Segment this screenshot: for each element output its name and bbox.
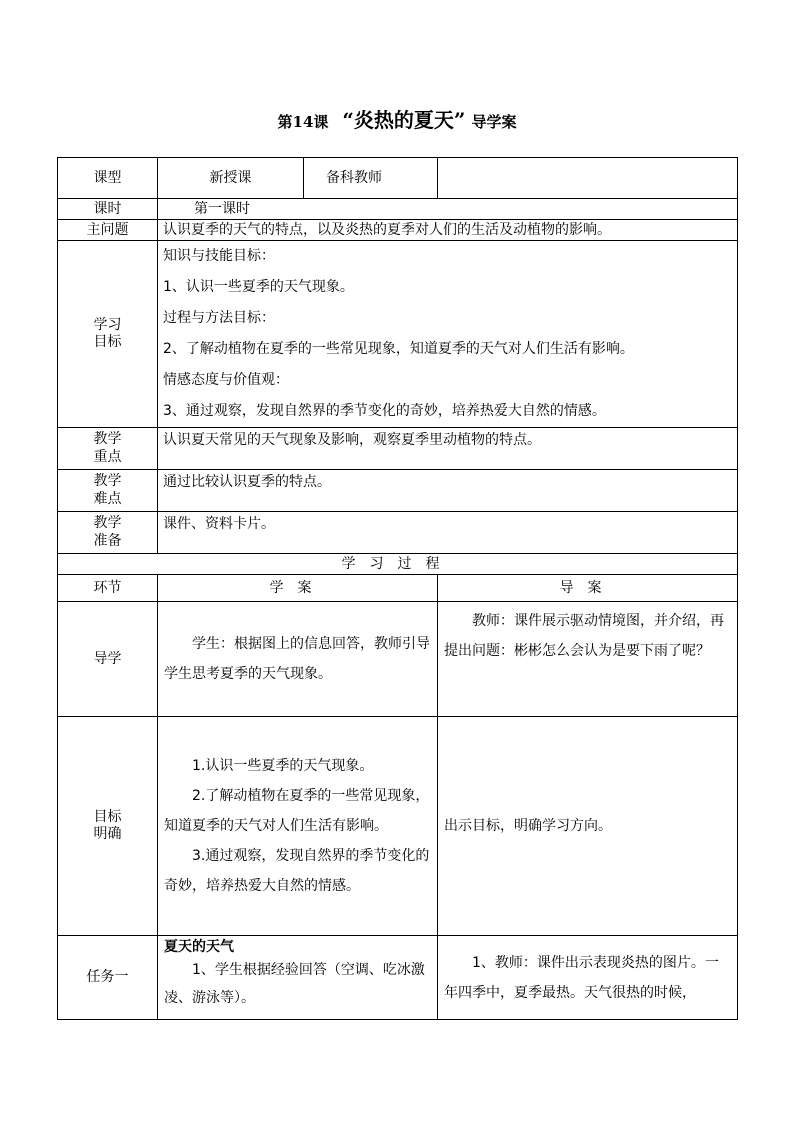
info-row-period xyxy=(58,199,738,220)
difficulty-value: 通过比较认识夏季的特点。 xyxy=(158,470,738,512)
process-header-row xyxy=(58,575,738,602)
guide-text: 出示目标，明确学习方向。 xyxy=(438,717,738,936)
col-stage-header: 环节 xyxy=(58,575,158,602)
goal-line: 3、通过观察，发现自然界的季节变化的奇妙，培养热爱大自然的情感。 xyxy=(163,403,606,419)
page-title xyxy=(0,104,794,133)
info-row-goals xyxy=(58,241,738,428)
stage-label: 任务一 xyxy=(58,936,158,1020)
col-guide-header: 导案 xyxy=(438,575,738,602)
study-subtitle: 夏天的天气 xyxy=(164,939,234,955)
teacher-value xyxy=(438,158,738,199)
lesson-title: “炎热的夏天” xyxy=(342,108,466,132)
process-heading-row xyxy=(58,554,738,575)
goal-line: 知识与技能目标： xyxy=(163,248,275,264)
teacher-label: 备科教师 xyxy=(304,158,438,199)
guide-text: 1、教师：课件出示表现炎热的图片。一年四季中，夏季最热。天气很热的时候， xyxy=(438,936,738,1020)
lesson-plan-table xyxy=(57,157,738,1020)
stage-label: 导学 xyxy=(58,602,158,717)
info-row-difficulty xyxy=(58,470,738,512)
goal-line: 2、了解动植物在夏季的一些常见现象，知道夏季的天气对人们生活有影响。 xyxy=(163,341,634,357)
study-text: 夏天的天气 1、学生根据经验回答（空调、吃冰激凌、游泳等）。 xyxy=(158,936,438,1020)
goal-line: 情感态度与价值观： xyxy=(163,372,289,388)
process-row-goals xyxy=(58,717,738,936)
prep-value: 课件、资料卡片。 xyxy=(158,512,738,554)
goal-line: 1、认识一些夏季的天气现象。 xyxy=(163,279,354,295)
col-study-header: 学案 xyxy=(158,575,438,602)
guide-text: 教师：课件展示驱动情境图，并介绍，再提出问题：彬彬怎么会认为是要下雨了呢？ xyxy=(438,602,738,717)
study-text: 学生：根据图上的信息回答，教师引导学生思考夏季的天气现象。 xyxy=(158,602,438,717)
process-row-task1 xyxy=(58,936,738,1020)
info-row-theme xyxy=(58,220,738,241)
period-value: 第一课时 xyxy=(158,199,738,220)
goals-label: 学习 目标 xyxy=(58,241,158,428)
process-row-intro xyxy=(58,602,738,717)
type-value: 新授课 xyxy=(158,158,304,199)
prep-label: 教学 准备 xyxy=(58,512,158,554)
stage-label: 目标 明确 xyxy=(58,717,158,936)
goals-list xyxy=(158,241,738,428)
process-heading: 学习过程 xyxy=(58,554,738,575)
type-label: 课型 xyxy=(58,158,158,199)
focus-label: 教学 重点 xyxy=(58,428,158,470)
goal-line: 过程与方法目标： xyxy=(163,310,275,326)
title-suffix: 导学案 xyxy=(471,113,517,131)
difficulty-label: 教学 难点 xyxy=(58,470,158,512)
info-row-focus xyxy=(58,428,738,470)
theme-value: 认识夏季的天气的特点，以及炎热的夏季对人们的生活及动植物的影响。 xyxy=(158,220,738,241)
focus-value: 认识夏天常见的天气现象及影响，观察夏季里动植物的特点。 xyxy=(158,428,738,470)
study-text: 1.认识一些夏季的天气现象。 2.了解动植物在夏季的一些常见现象，知道夏季的天气对人们生活有影响。 3.通过观察，发现自然界的季节变化的奇妙，培养热爱大自然的情感。 xyxy=(158,717,438,936)
period-label: 课时 xyxy=(58,199,158,220)
theme-label: 主问题 xyxy=(58,220,158,241)
lesson-number: 第14课 xyxy=(277,113,329,131)
info-row-prep xyxy=(58,512,738,554)
info-row-type xyxy=(58,158,738,199)
